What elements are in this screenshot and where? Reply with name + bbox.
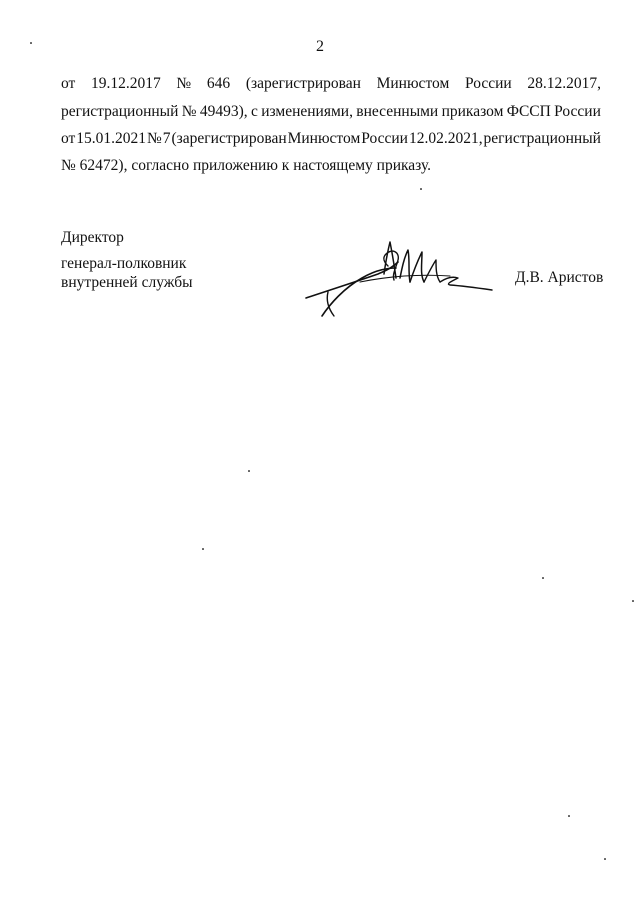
word: (зарегистрирован (171, 130, 287, 147)
word: 28.12.2017, (527, 75, 601, 92)
scan-speck (420, 188, 422, 190)
scan-speck (632, 600, 634, 602)
scan-speck (568, 815, 570, 817)
scan-speck (30, 42, 32, 44)
word: России (464, 75, 512, 92)
paragraph-line-1 (61, 75, 601, 93)
handwritten-signature-icon (300, 238, 500, 320)
word: регистрационный (61, 103, 179, 120)
word: приказом (441, 103, 504, 120)
word: № (147, 130, 162, 147)
word: России (554, 103, 601, 120)
rank-line-1: генерал-полковник (61, 255, 187, 272)
word: 15.01.2021 (76, 130, 147, 147)
word: (зарегистрирован (245, 75, 361, 92)
word: регистрационный (483, 130, 601, 147)
word: 12.02.2021, (408, 130, 483, 147)
word: Минюстом (287, 130, 361, 147)
page-number: 2 (316, 38, 324, 55)
scan-speck (248, 470, 250, 472)
paragraph-line-4: № 62472), согласно приложению к настоящему приказу. (61, 157, 432, 174)
signatory-name: Д.В. Аристов (515, 269, 604, 286)
word: 19.12.2017 (91, 75, 161, 92)
word: 49493), (199, 103, 248, 120)
word: России (361, 130, 408, 147)
word: от (61, 130, 76, 147)
word: ФССП (506, 103, 551, 120)
scan-speck (542, 577, 544, 579)
scan-speck (202, 548, 204, 550)
scan-speck (604, 858, 606, 860)
word: от (61, 75, 76, 92)
word: с (250, 103, 258, 120)
word: внесенными (356, 103, 439, 120)
rank-line-2: внутренней службы (61, 274, 193, 291)
paragraph-line-3 (61, 130, 601, 148)
word: 7 (162, 130, 171, 147)
word: № (181, 103, 197, 120)
word: изменениями, (261, 103, 353, 120)
signatory-title: Директор (61, 229, 124, 246)
word: Минюстом (376, 75, 450, 92)
paragraph-line-2 (61, 103, 601, 121)
word: № (176, 75, 192, 92)
word: 646 (206, 75, 231, 92)
signatory-rank (61, 254, 193, 292)
